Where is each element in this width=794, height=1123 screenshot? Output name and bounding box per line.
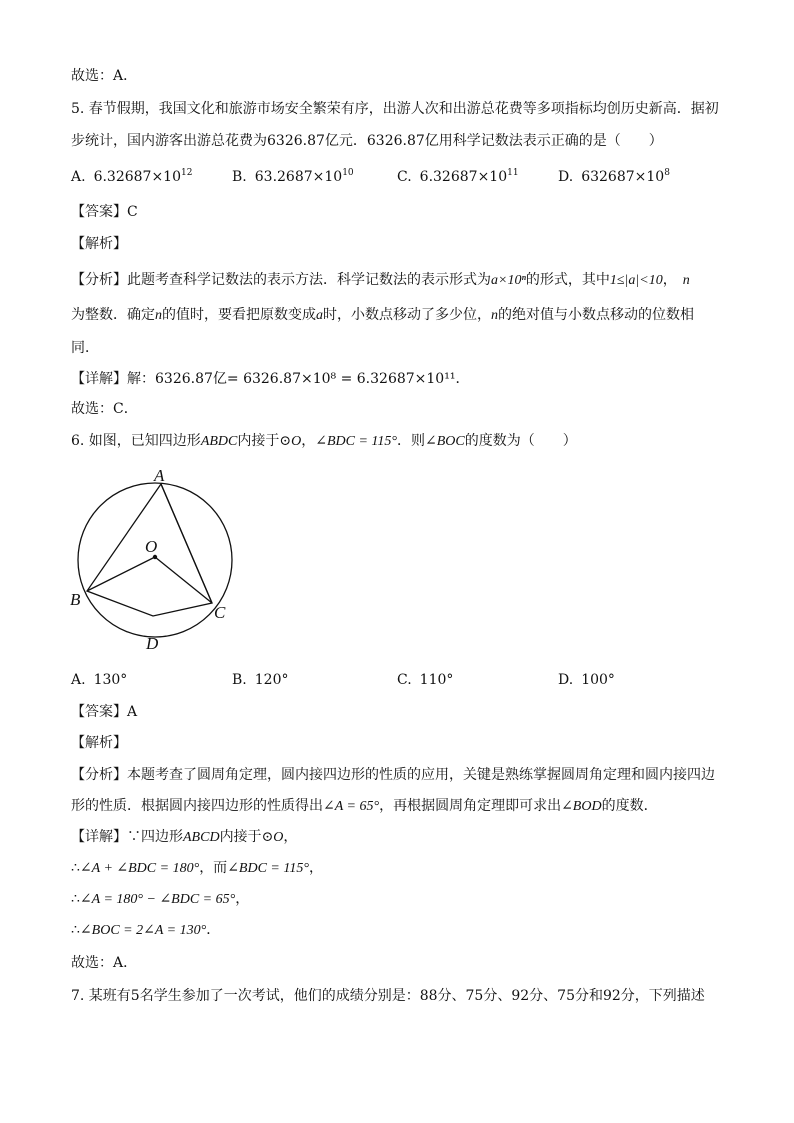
q6-jiexi: 【解析】 [71,735,127,751]
q6-step-3: ∴∠BOC = 2∠A = 130°． [71,922,221,938]
q5-option-b: B. $63.2687\times 10^{10}$ [232,168,354,185]
q6-option-c: C. 110° [397,672,454,688]
q5-answer: 【答案】C [71,204,138,220]
range: 1≤|a|<10 [609,273,663,288]
line-answer-prev: 故选：A． [71,68,138,84]
q6-step-1: ∴∠A + ∠BDC = 180°，而∠BDC = 115°， [71,860,323,876]
q6-analysis-1: 【分析】本题考查了圆周角定理，圆内接四边形的性质的应用，关键是熟练掌握圆周角定理和圆内接四边 [71,767,715,783]
q7-stem: 7. 某班有5名学生参加了一次考试，他们的成绩分别是：88分、75分、92分、75分和92分，下列描述 [71,988,705,1004]
label-a: A [154,466,165,485]
label-d: D [146,634,159,652]
q5-option-c: C. $6.32687\times 10^{11}$ [397,168,519,185]
q6-option-b: B. 120° [232,672,289,688]
q6-option-d: D. 100° [558,672,615,688]
q5-jiexi: 【解析】 [71,236,127,252]
sci-form: a×10ⁿ [491,273,526,288]
q5-analysis-2: 为整数．确定n的值时，要看把原数变成a时，小数点移动了多少位，n的绝对值与小数点移动的位数相 [71,307,694,323]
q5-analysis-1: 【分析】此题考查科学记数法的表示方法．科学记数法的表示形式为a×10ⁿ的形式，其中1≤|a|<10， n [71,272,690,288]
label-o: O [145,537,158,556]
q6-step-2: ∴∠A = 180° − ∠BDC = 65°， [71,891,250,907]
q5-analysis-3: 同． [71,340,99,356]
q5-stem-1: 5. 春节假期，我国文化和旅游市场安全繁荣有序，出游人次和出游总花费等多项指标均创历史新高．据初 [71,101,719,117]
q6-choose: 故选：A． [71,955,138,971]
circle-o [78,483,232,637]
label-b: B [70,590,81,609]
q5-detail: 【详解】解：6326.87亿= 6326.87×10⁸ = 6.32687×10¹¹． [71,371,470,387]
q6-option-a: A. 130° [71,672,128,688]
q6-analysis-2: 形的性质．根据圆内接四边形的性质得出∠A = 65°，再根据圆周角定理即可求出∠BOD的度数． [71,798,658,814]
q6-answer: 【答案】A [71,704,138,720]
segment-oc [155,557,212,603]
q6-stem: 6. 如图，已知四边形ABDC内接于⊙O，∠BDC = 115°．则∠BOC的度数为（ ） [71,433,577,449]
q5-stem-2: 步统计，国内游客出游总花费为6326.87亿元．6326.87亿用科学记数法表示正确的是（ ） [71,133,663,149]
segment-ac [161,484,212,603]
circle-quadrilateral-figure [66,462,246,652]
q5-option-d: D. $632687\times 10^8$ [558,168,670,185]
q5-choose: 故选：C． [71,401,138,417]
label-c: C [214,603,226,622]
segment-ob [87,557,155,591]
q6-detail: 【详解】∵四边形ABCD内接于⊙O， [71,829,298,845]
q5-option-a: A. $6.32687\times 10^{12}$ [71,168,193,185]
